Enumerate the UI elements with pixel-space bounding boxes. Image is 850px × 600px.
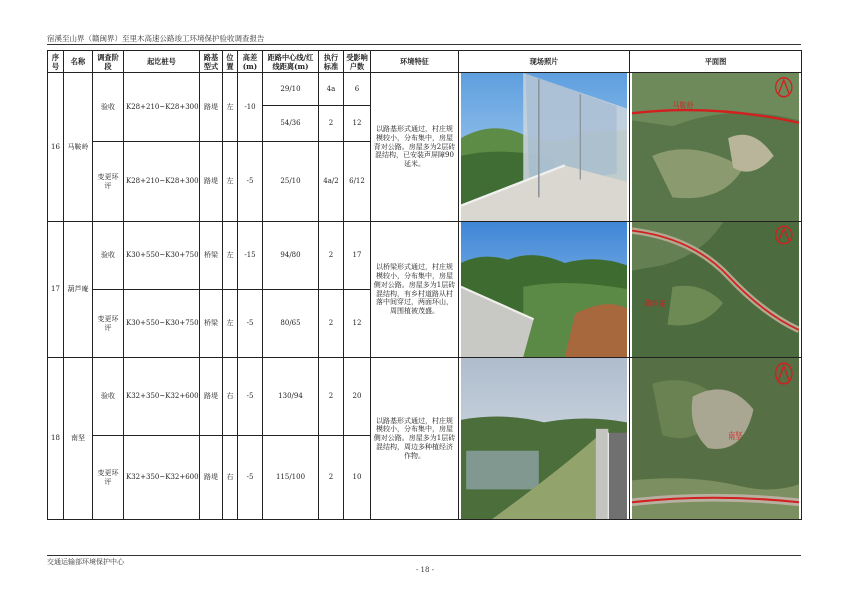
report-header-title: 宿溪至山界（赣闽界）至里木高速公路竣工环境保护验收调查报告: [47, 34, 265, 43]
plan-map-cell: [630, 222, 802, 358]
row-stage: 验收: [93, 222, 124, 290]
row-roadbed: 路堤: [200, 73, 223, 142]
row-households: 10: [344, 436, 371, 520]
col-households: 受影响户数: [344, 51, 371, 73]
row-elevation: -5: [238, 290, 263, 358]
col-distance: 距路中心线/红线距离(m): [263, 51, 319, 73]
col-environment: 环境特征: [371, 51, 459, 73]
row-position: 左: [223, 142, 238, 222]
col-name: 名称: [64, 51, 93, 73]
row-distance: 25/10: [263, 142, 319, 222]
row-stage: 验收: [93, 73, 124, 142]
row-station: K30+550~K30+750: [124, 222, 200, 290]
row-position: 左: [223, 290, 238, 358]
row-elevation: -5: [238, 358, 263, 436]
row-stage: 变更环评: [93, 436, 124, 520]
row-station: K32+350~K32+600: [124, 436, 200, 520]
row-households: 6/12: [344, 142, 371, 222]
site-photo-bridge-view: [461, 222, 627, 357]
row-roadbed: 路堤: [200, 436, 223, 520]
site-photo-cell: [459, 358, 630, 520]
site-photo-cell: [459, 222, 630, 358]
site-photo-noise-barrier: [461, 73, 627, 221]
table-row: [48, 222, 802, 290]
col-photo: 现场照片: [459, 51, 630, 73]
row-position: 左: [223, 222, 238, 290]
plan-label: 南坚: [728, 430, 743, 442]
row-elevation: -5: [238, 142, 263, 222]
row-roadbed: 路堤: [200, 142, 223, 222]
footer-divider: [47, 555, 801, 556]
row-elevation: -15: [238, 222, 263, 290]
satellite-plan-map: [632, 358, 799, 519]
row-environment: 以路基形式通过，村庄规模较小，分布集中，房屋背对公路。房屋多为2层砖混结构，已安装声屏障90延米。: [371, 73, 459, 222]
row-distance: 115/100: [263, 436, 319, 520]
sensitive-point-table: [47, 50, 802, 520]
row-stage: 验收: [93, 358, 124, 436]
row-position: 右: [223, 436, 238, 520]
row-name: 南坚: [64, 358, 93, 520]
row-elevation: -10: [238, 73, 263, 142]
row-no: 17: [48, 222, 64, 358]
satellite-plan-map: [632, 73, 799, 221]
row-environment: 以路基形式通过，村庄规模较小，分布集中，房屋侧对公路。房屋多为1层砖混结构，周边多种植经济作物。: [371, 358, 459, 520]
site-photo-roadside-fields: [461, 358, 627, 519]
row-distance: 80/65: [263, 290, 319, 358]
col-stage: 调查阶段: [93, 51, 124, 73]
row-standard: 2: [319, 358, 344, 436]
site-photo-cell: [459, 73, 630, 222]
row-households: 6: [344, 73, 371, 106]
row-name: 葫芦庵: [64, 222, 93, 358]
row-standard: 2: [319, 106, 344, 142]
row-households: 17: [344, 222, 371, 290]
row-position: 右: [223, 358, 238, 436]
header-divider: [47, 44, 801, 45]
row-no: 18: [48, 358, 64, 520]
row-standard: 2: [319, 222, 344, 290]
row-distance: 29/10: [263, 73, 319, 106]
col-plan: 平面图: [630, 51, 802, 73]
row-distance: 54/36: [263, 106, 319, 142]
row-standard: 2: [319, 290, 344, 358]
row-environment: 以桥梁形式通过，村庄规模较小，分布集中，房屋侧对公路。房屋多为1层砖混结构，有乡村道路从村落中间穿过，两面环山，周围植被茂盛。: [371, 222, 459, 358]
page-number: - 18 -: [415, 566, 435, 574]
plan-map-cell: [630, 358, 802, 520]
row-standard: 4a/2: [319, 142, 344, 222]
col-roadbed: 路基型式: [200, 51, 223, 73]
table-row: [48, 358, 802, 436]
row-distance: 94/80: [263, 222, 319, 290]
row-position: 左: [223, 73, 238, 142]
row-stage: 变更环评: [93, 290, 124, 358]
plan-label: 葫芦庵: [644, 299, 666, 309]
row-elevation: -5: [238, 436, 263, 520]
row-standard: 2: [319, 436, 344, 520]
row-station: K32+350~K32+600: [124, 358, 200, 436]
row-stage: 变更环评: [93, 142, 124, 222]
row-name: 马鞍岭: [64, 73, 93, 222]
row-roadbed: 桥梁: [200, 290, 223, 358]
col-standard: 执行标准: [319, 51, 344, 73]
col-position: 位置: [223, 51, 238, 73]
row-roadbed: 桥梁: [200, 222, 223, 290]
row-households: 12: [344, 106, 371, 142]
row-roadbed: 路堤: [200, 358, 223, 436]
row-households: 20: [344, 358, 371, 436]
row-station: K30+550~K30+750: [124, 290, 200, 358]
footer-organization: 交通运输部环境保护中心: [47, 558, 124, 566]
plan-label: 马鞍岭: [672, 100, 694, 111]
table-header-row: [48, 51, 802, 73]
plan-map-cell: [630, 73, 802, 222]
row-households: 12: [344, 290, 371, 358]
row-standard: 4a: [319, 73, 344, 106]
row-distance: 130/94: [263, 358, 319, 436]
row-station: K28+210~K28+300: [124, 142, 200, 222]
col-station: 起讫桩号: [124, 51, 200, 73]
col-elevation: 高差(m): [238, 51, 263, 73]
col-no: 序号: [48, 51, 64, 73]
table-row: [48, 73, 802, 106]
row-station: K28+210~K28+300: [124, 73, 200, 142]
satellite-plan-map: [632, 222, 799, 357]
row-no: 16: [48, 73, 64, 222]
